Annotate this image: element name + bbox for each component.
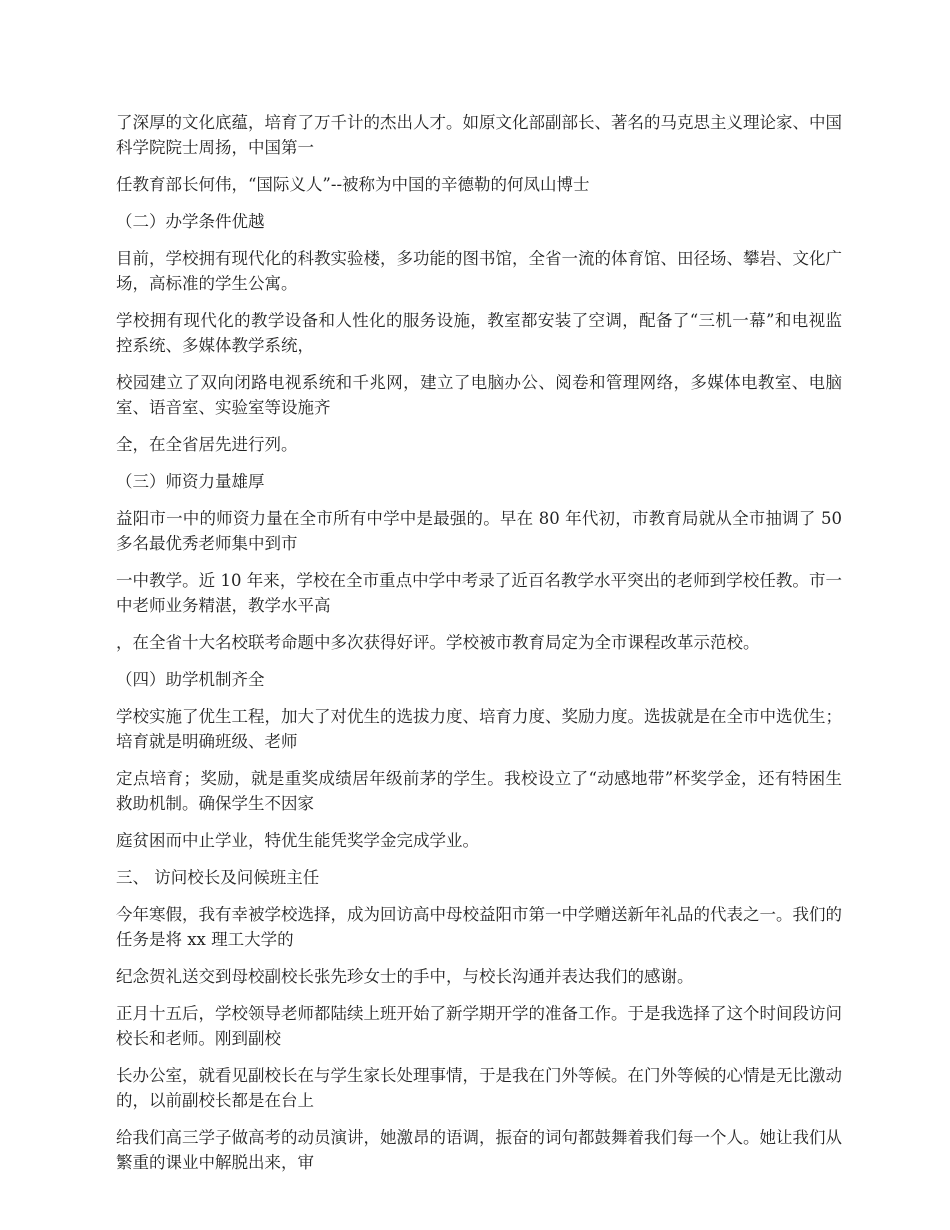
paragraph: 益阳市一中的师资力量在全市所有中学中是最强的。早在 80 年代初，市教育局就从全市抽调了 50 多名最优秀老师集中到市 [116,509,842,553]
paragraph: 学校实施了优生工程，加大了对优生的选拔力度、培育力度、奖励力度。选拔就是在全市中选优生；培育就是明确班级、老师 [116,707,842,751]
paragraph: 长办公室，就看见副校长在与学生家长处理事情，于是我在门外等候。在门外等候的心情是无比激动的，以前副校长都是在台上 [116,1066,842,1110]
section-heading: （二）办学条件优越 [116,212,265,231]
paragraph: 全，在全省居先进行列。 [116,435,298,454]
document-body [116,110,842,1187]
paragraph: 纪念贺礼送交到母校副校长张先珍女士的手中，与校长沟通并表达我们的感谢。 [116,967,694,986]
paragraph: 学校拥有现代化的教学设备和人性化的服务设施，教室都安装了空调，配备了“三机一幕”和电视监控系统、多媒体教学系统， [116,311,842,355]
paragraph: 任教育部长何伟，“国际义人”--被称为中国的辛德勒的何凤山博士 [116,175,590,194]
paragraph: 定点培育；奖励，就是重奖成绩居年级前茅的学生。我校设立了“动感地带”杯奖学金，还有特困生救助机制。确保学生不因家 [116,769,842,813]
paragraph: ，在全省十大名校联考命题中多次获得好评。学校被市教育局定为全市课程改革示范校。 [116,633,760,652]
paragraph: 今年寒假，我有幸被学校选择，成为回访高中母校益阳市第一中学赠送新年礼品的代表之一。我们的任务是将 xx 理工大学的 [116,905,842,949]
section-heading: （三）师资力量雄厚 [116,472,265,491]
paragraph: 庭贫困而中止学业，特优生能凭奖学金完成学业。 [116,831,479,850]
paragraph: 正月十五后，学校领导老师都陆续上班开始了新学期开学的准备工作。于是我选择了这个时间段访问校长和老师。刚到副校 [116,1004,842,1048]
paragraph: 目前，学校拥有现代化的科教实验楼，多功能的图书馆，全省一流的体育馆、田径场、攀岩、文化广场，高标准的学生公寓。 [116,249,842,293]
paragraph: 了深厚的文化底蕴，培育了万千计的杰出人才。如原文化部副部长、著名的马克思主义理论家、中国科学院院士周扬，中国第一 [116,113,842,157]
paragraph: 给我们高三学子做高考的动员演讲，她激昂的语调，振奋的词句都鼓舞着我们每一个人。她让我们从繁重的课业中解脱出来，审 [116,1128,842,1172]
section-heading: （四）助学机制齐全 [116,670,265,689]
paragraph: 校园建立了双向闭路电视系统和千兆网，建立了电脑办公、阅卷和管理网络，多媒体电教室、电脑室、语音室、实验室等设施齐 [116,373,842,417]
paragraph: 一中教学。近 10 年来，学校在全市重点中学中考录了近百名教学水平突出的老师到学校任教。市一中老师业务精湛，教学水平高 [116,571,842,615]
section-heading: 三、 访问校长及问候班主任 [116,868,320,887]
